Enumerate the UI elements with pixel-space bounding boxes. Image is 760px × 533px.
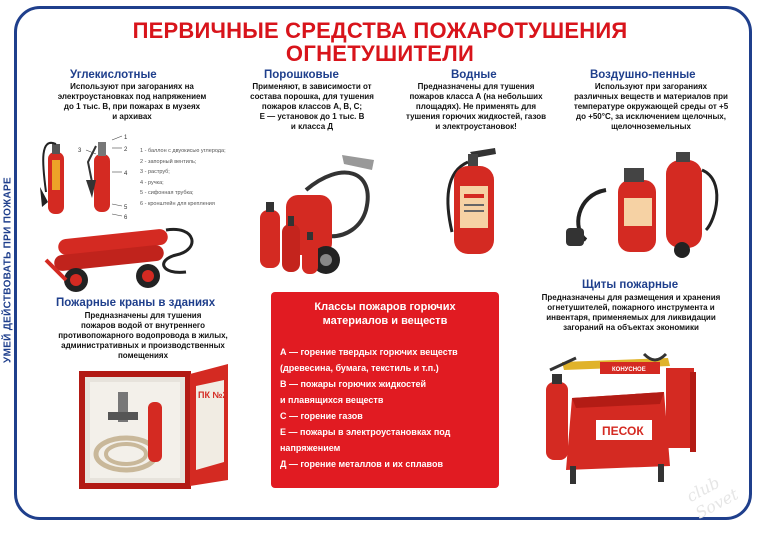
shields-description: Предназначены для размещения и хранения огнетушителей, пожарного инструмента и инвентаря, применяемых для ликвидации загораний на объектах экономики bbox=[541, 293, 721, 332]
foam-extinguishers-image bbox=[566, 150, 726, 260]
cabinet-label: ПК №2 bbox=[198, 390, 228, 400]
fire-hydrant-cabinet-image bbox=[78, 362, 238, 492]
co2-label bbox=[52, 160, 60, 190]
hydrants-heading: Пожарные краны в зданиях bbox=[56, 297, 216, 309]
fire-class-line: напряжением bbox=[280, 443, 341, 453]
co2-horn bbox=[40, 187, 48, 207]
co2-valve bbox=[52, 144, 60, 154]
mobile-co2-extinguisher bbox=[36, 220, 206, 295]
co2-extinguisher-diagram bbox=[30, 132, 140, 227]
foam-heading: Воздушно-пенные bbox=[590, 69, 696, 81]
co2-legend: 1 - баллон с двуокисью углерода; 2 - запорный вентиль; 3 - раструб; 4 - ручка; 5 - сифонная трубка; 6 - кронштейн для крепления bbox=[140, 148, 226, 207]
powder-extinguishers-image bbox=[246, 150, 386, 285]
sand-label: ПЕСОК bbox=[602, 424, 644, 438]
callout-3: 3 bbox=[78, 148, 82, 154]
callout-2: 2 bbox=[124, 147, 128, 153]
powder-heading: Порошковые bbox=[264, 69, 339, 81]
fire-classes-panel bbox=[271, 292, 499, 488]
watermark: club Sovet bbox=[683, 472, 742, 523]
co2-valve-2 bbox=[98, 142, 106, 156]
powder-description: Применяют, в зависимости от состава порошка, для тушения пожаров классов А, В, С; Е — установок до 1 тыс. В и класса Д bbox=[250, 82, 374, 131]
fire-classes-list bbox=[280, 344, 494, 472]
co2-heading: Углекислотные bbox=[70, 69, 157, 81]
bucket-label: КОНУСНОЕ bbox=[612, 367, 646, 373]
page-title-line2: ОГНЕТУШИТЕЛИ bbox=[285, 41, 475, 66]
hydrants-description: Предназначены для тушения пожаров водой от внутреннего противопожарного водопровода в жилых, административных и производственных помещениях bbox=[58, 311, 228, 360]
page-title-line1: ПЕРВИЧНЫЕ СРЕДСТВА ПОЖАРОТУШЕНИЯ bbox=[132, 18, 628, 43]
fire-class-line: В — пожары горючих жидкостей bbox=[280, 379, 427, 389]
callout-6: 6 bbox=[124, 215, 128, 221]
side-label: УМЕЙ ДЕЙСТВОВАТЬ ПРИ ПОЖАРЕ bbox=[2, 177, 14, 363]
fire-class-line: С — горение газов bbox=[280, 411, 363, 421]
foam-description: Используют при загораниях различных веществ и материалов при температуре окружающей среды от +5 до +50°С, за исключением щелочных, щелочноземельных bbox=[573, 82, 729, 131]
water-heading: Водные bbox=[451, 69, 497, 81]
fire-class-line: (древесина, бумага, текстиль и т.п.) bbox=[280, 363, 439, 373]
fire-class-line: Д — горение металлов и их сплавов bbox=[280, 459, 444, 469]
water-description: Предназначены для тушения пожаров класса А (на небольших площадях). Не применять для тушения горючих жидкостей, газов и электроустановок! bbox=[405, 82, 547, 131]
fire-class-line: Е — пожары в электроустановках под bbox=[280, 427, 451, 437]
callout-4: 4 bbox=[124, 171, 128, 177]
callout-1: 1 bbox=[124, 135, 128, 141]
co2-cylinder-2 bbox=[94, 154, 110, 212]
water-extinguisher-image bbox=[440, 142, 510, 262]
fire-class-line: А — горение твердых горючих веществ bbox=[280, 347, 458, 357]
shields-heading: Щиты пожарные bbox=[582, 279, 679, 291]
fire-class-line: и плавящихся веществ bbox=[280, 395, 384, 405]
fire-classes-title: Классы пожаров горючих материалов и веществ bbox=[314, 301, 456, 327]
fire-shield-image bbox=[540, 348, 710, 490]
co2-description: Используют при загораниях на электроустановках под напряжением до 1 тыс. В, при пожарах в музеях и архивах bbox=[57, 82, 207, 121]
callout-5: 5 bbox=[124, 205, 128, 211]
